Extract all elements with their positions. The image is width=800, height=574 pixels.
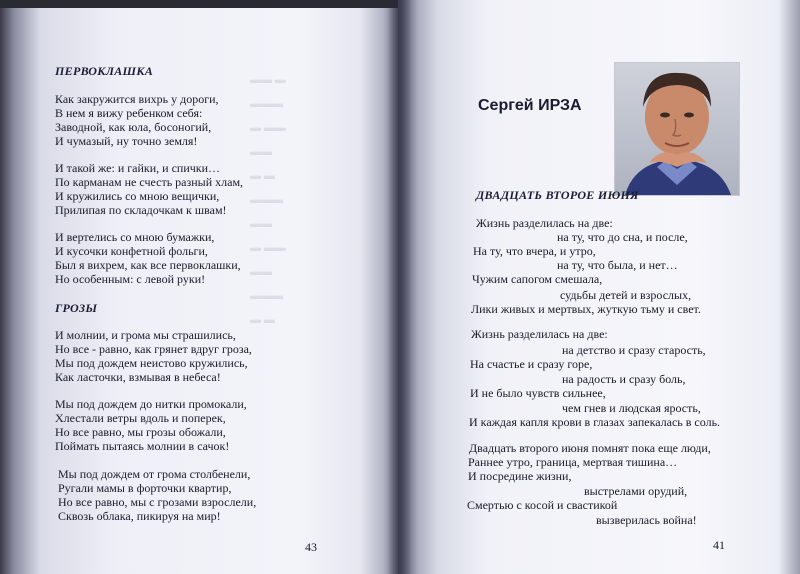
poem-line: вызверилась война!	[596, 513, 697, 527]
poem-line: Мы под дождем неистово кружились,	[55, 356, 248, 370]
poem-line: Но все равно, мы грозы обожали,	[55, 425, 226, 439]
poem-line: По карманам не счесть разный хлам,	[55, 175, 244, 189]
poem-line: чем гнев и людская ярость,	[562, 401, 701, 415]
poem-line: На счастье и сразу горе,	[470, 357, 593, 371]
poem-line: Был я вихрем, как все первоклашки,	[55, 258, 241, 272]
book-spine	[384, 0, 418, 574]
poem-line: В нем я вижу ребенком себя:	[55, 106, 203, 120]
poem-line: И каждая капля крови в глазах запекалась в соль.	[469, 415, 721, 429]
poem-line: на ту, что была, и нет…	[557, 258, 678, 272]
poem-line: Как ласточки, взмывая в небеса!	[55, 370, 221, 384]
poem-line: Сквозь облака, пикируя на мир!	[58, 509, 221, 523]
poem-line: И кружились со мною вещички,	[55, 189, 220, 203]
page-number-left: 43	[305, 540, 317, 554]
poem-line: Мы под дождем до нитки промокали,	[55, 397, 247, 411]
poem-line: Прилипая по складочкам к швам!	[55, 203, 227, 217]
author-name: Сергей ИРЗА	[478, 97, 582, 114]
poem-title-pervoklashka: ПЕРВОКЛАШКА	[55, 64, 154, 78]
poem-line: Поймать пытаясь молнии в сачок!	[55, 439, 230, 453]
poem-line: Но все - равно, как грянет вдруг гроза,	[55, 342, 252, 356]
page-number-right: 41	[713, 538, 725, 552]
poem-line: судьбы детей и взрослых,	[560, 288, 692, 302]
poem-line: Жизнь разделилась на две:	[471, 327, 608, 341]
poem-line: Чужим сапогом смешала,	[472, 272, 603, 286]
poem-line: И чумазый, ну точно земля!	[55, 134, 198, 148]
poem-line: И такой же: и гайки, и спички…	[55, 161, 221, 175]
poem-line: И не было чувств сильнее,	[470, 386, 606, 400]
poem-line: Хлестали ветры вдоль и поперек,	[55, 411, 226, 425]
poem-line: И вертелись со мною бумажки,	[55, 230, 215, 244]
poem-line: на радость и сразу боль,	[562, 372, 686, 386]
poem-line: на ту, что до сна, и после,	[557, 230, 688, 244]
poem-line: на детство и сразу старость,	[562, 343, 706, 357]
poem-line: Лики живых и мертвых, жуткую тьму и свет.	[471, 302, 701, 316]
poem-line: На ту, что вчера, и утро,	[473, 244, 596, 258]
poem-line: Ругали мамы в форточки квартир,	[58, 481, 232, 495]
poem-line: Жизнь разделилась на две:	[476, 216, 613, 230]
bleed-through-text: ▬▬ ▬ ▬▬▬ ▬ ▬▬ ▬▬ ▬ ▬ ▬▬▬ ▬▬ ▬ ▬▬ ▬▬ ▬▬▬ ▬ ▬	[250, 74, 286, 326]
poem-line: Заводной, как юла, босоногий,	[55, 120, 212, 134]
author-portrait	[614, 62, 740, 196]
poem-line: выстрелами орудий,	[584, 484, 688, 498]
poem-line: Мы под дождем от грома столбенели,	[58, 467, 251, 481]
poem-line: И посредине жизни,	[468, 469, 572, 483]
poem-line: Смертью с косой и свастикой	[467, 498, 618, 512]
poem-line: Как закружится вихрь у дороги,	[55, 92, 219, 106]
poem-title-22-june: ДВАДЦАТЬ ВТОРОЕ ИЮНЯ	[476, 188, 639, 202]
poem-title-grozy: ГРОЗЫ	[55, 301, 98, 315]
poem-line: Двадцать второго июня помнят пока еще люди,	[469, 441, 711, 455]
poem-line: И кусочки конфетной фольги,	[55, 244, 208, 258]
poem-line: Но особенным: с левой руки!	[55, 272, 206, 286]
poem-line: И молнии, и грома мы страшились,	[55, 328, 236, 342]
poem-line: Но все равно, мы с грозами взрослели,	[58, 495, 257, 509]
poem-line: Раннее утро, граница, мертвая тишина…	[468, 455, 678, 469]
